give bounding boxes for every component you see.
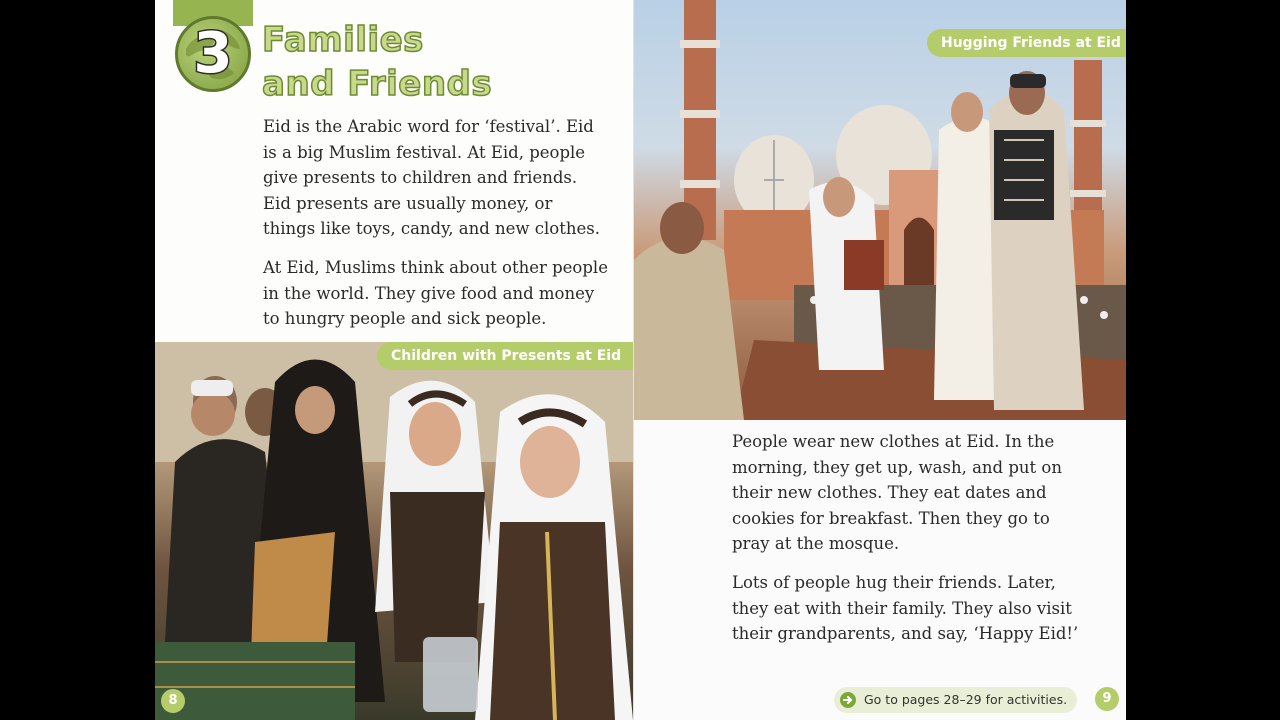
photo-hugging-friends bbox=[634, 0, 1126, 420]
activities-link-text: Go to pages 28–29 for activities. bbox=[864, 692, 1068, 707]
photo-children-with-presents bbox=[155, 342, 633, 720]
chapter-title-line2: and Friends bbox=[262, 64, 493, 104]
chapter-badge bbox=[175, 16, 251, 92]
left-paragraph-2: At Eid, Muslims think about other people in the world. They give food and money to hungry people and sick people. bbox=[263, 258, 608, 328]
right-paragraph-2: Lots of people hug their friends. Later, they eat with their family. They also visit their grandparents, and say, ‘Happy Eid!’ bbox=[732, 573, 1079, 643]
chapter-title bbox=[262, 18, 492, 106]
right-paragraph-1: People wear new clothes at Eid. In the morning, they get up, wash, and put on their new clothes. They eat dates and cookies for breakfast. Then they go to pray at the mosque. bbox=[732, 432, 1062, 553]
left-paragraph-1: Eid is the Arabic word for ‘festival’. Eid is a big Muslim festival. At Eid, people give presents to children and friends. Eid presents are usually money, or things like toys, candy, and new clothes. bbox=[263, 117, 600, 238]
page-number-right: 9 bbox=[1095, 687, 1119, 711]
left-page bbox=[155, 0, 633, 720]
book-spread bbox=[155, 0, 1126, 720]
chapter-title-line1: Families bbox=[262, 20, 424, 60]
left-photo-caption: Children with Presents at Eid bbox=[377, 342, 633, 370]
chapter-number: 3 bbox=[193, 21, 233, 86]
page-number-left: 8 bbox=[161, 689, 185, 713]
right-photo-caption: Hugging Friends at Eid bbox=[927, 29, 1126, 57]
right-page bbox=[634, 0, 1126, 720]
arrow-right-icon bbox=[840, 692, 856, 708]
activities-link[interactable] bbox=[834, 687, 1077, 713]
